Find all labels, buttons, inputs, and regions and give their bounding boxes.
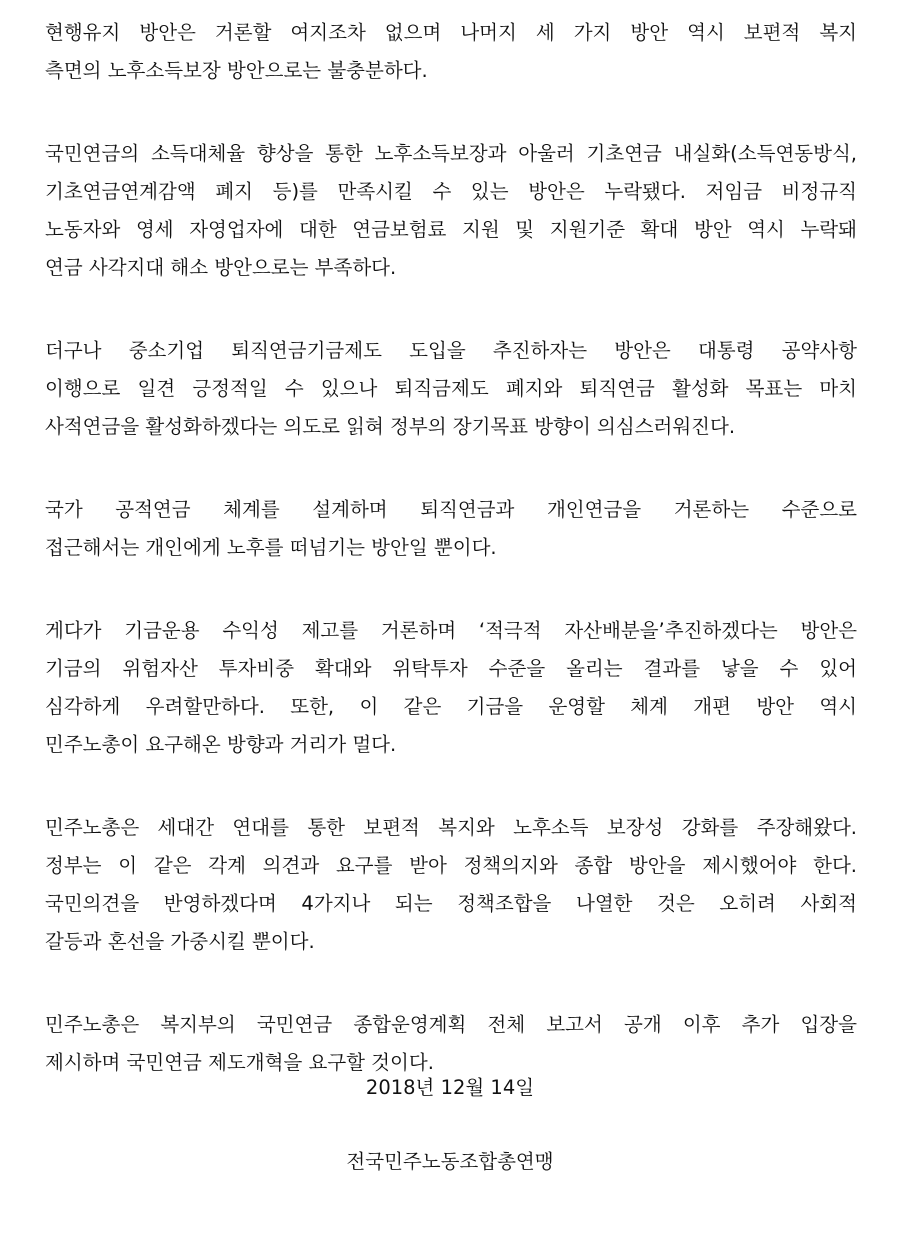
text-line: 기초연금연계감액 폐지 등)를 만족시킬 수 있는 방안은 누락됐다. 저임금 비정규직 — [45, 180, 857, 203]
document-date: 2018년 12월 14일 — [365, 1076, 535, 1099]
text-line: 연금 사각지대 해소 방안으로는 부족하다. — [45, 256, 397, 279]
document-body — [45, 14, 857, 1127]
text-line: 현행유지 방안은 거론할 여지조차 없으며 나머지 세 가지 방안 역시 보편적 복지 — [45, 21, 857, 44]
text-line: 국민연금의 소득대체율 향상을 통한 노후소득보장과 아울러 기초연금 내실화(소득연동방식, — [45, 142, 857, 165]
text-line: 제시하며 국민연금 제도개혁을 요구할 것이다. — [45, 1051, 434, 1074]
text-line: 민주노총은 세대간 연대를 통한 보편적 복지와 노후소득 보장성 강화를 주장해왔다. — [45, 816, 857, 839]
text-line: 이행으로 일견 긍정적일 수 있으나 퇴직금제도 폐지와 퇴직연금 활성화 목표는 마치 — [45, 377, 857, 400]
text-line: 민주노총이 요구해온 방향과 거리가 멀다. — [45, 733, 397, 756]
paragraph-1 — [45, 14, 857, 90]
text-line: 기금의 위험자산 투자비중 확대와 위탁투자 수준을 올리는 결과를 낳을 수 있어 — [45, 657, 857, 680]
text-line: 접근해서는 개인에게 노후를 떠넘기는 방안일 뿐이다. — [45, 536, 497, 559]
paragraph-4 — [45, 491, 857, 567]
text-line: 측면의 노후소득보장 방안으로는 불충분하다. — [45, 59, 428, 82]
paragraph-6 — [45, 809, 857, 961]
text-line: 국민의견을 반영하겠다며 4가지나 되는 정책조합을 나열한 것은 오히려 사회적 — [45, 892, 857, 915]
paragraph-7 — [45, 1006, 857, 1082]
text-line: 사적연금을 활성화하겠다는 의도로 읽혀 정부의 장기목표 방향이 의심스러워진다. — [45, 415, 736, 438]
text-line: 노동자와 영세 자영업자에 대한 연금보험료 지원 및 지원기준 확대 방안 역시 누락돼 — [45, 218, 857, 241]
paragraph-2 — [45, 135, 857, 287]
text-line: 게다가 기금운용 수익성 제고를 거론하며 ‘적극적 자산배분을’추진하겠다는 방안은 — [45, 619, 857, 642]
paragraph-3 — [45, 332, 857, 446]
text-line: 민주노총은 복지부의 국민연금 종합운영계획 전체 보고서 공개 이후 추가 입장을 — [45, 1013, 857, 1036]
organization-name: 전국민주노동조합총연맹 — [346, 1150, 554, 1173]
text-line: 정부는 이 같은 각계 의견과 요구를 받아 정책의지와 종합 방안을 제시했어야 한다. — [45, 854, 857, 877]
text-line: 더구나 중소기업 퇴직연금기금제도 도입을 추진하자는 방안은 대통령 공약사항 — [45, 339, 857, 362]
text-line: 갈등과 혼선을 가중시킬 뿐이다. — [45, 930, 315, 953]
text-line: 심각하게 우려할만하다. 또한, 이 같은 기금을 운영할 체계 개편 방안 역시 — [45, 695, 857, 718]
paragraph-5 — [45, 612, 857, 764]
text-line: 국가 공적연금 체계를 설계하며 퇴직연금과 개인연금을 거론하는 수준으로 — [45, 498, 857, 521]
